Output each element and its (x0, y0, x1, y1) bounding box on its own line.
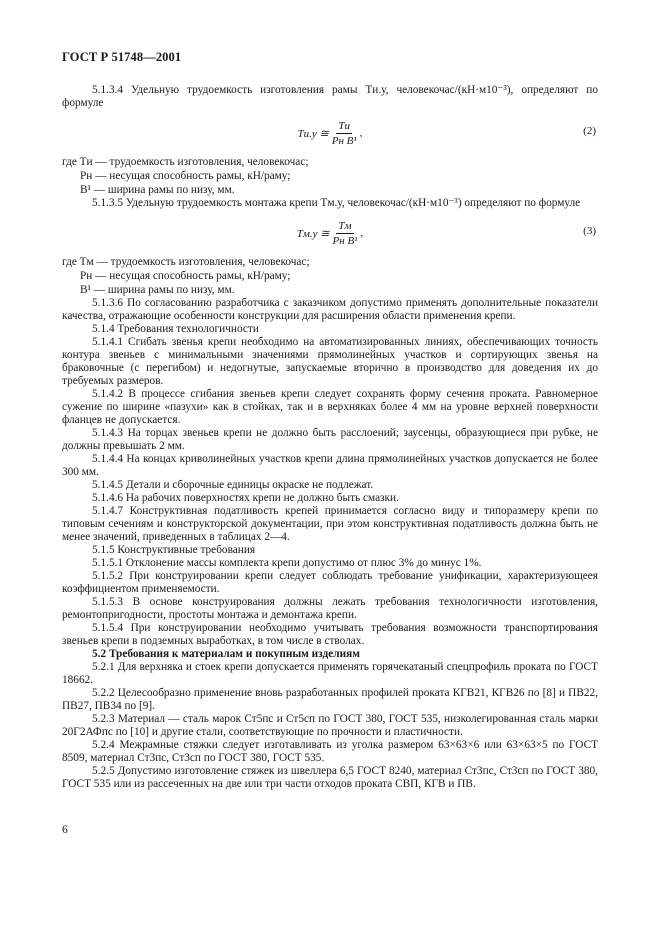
formula-3-numerator: Tм (338, 219, 352, 232)
formula-2-number: (2) (583, 125, 596, 137)
definition-line: Pн — несущая способность рамы, кН/раму; (80, 270, 291, 282)
paragraph: 5.1.4.7 Конструктивная податливость крепей принимается согласно виду и типоразмеру крепи по типовым сечениям и конструкторской документации, при этом конструктивная податливость должна быть не менее значений, приведенных в таблицах 2—4. (62, 505, 598, 543)
formula-2-denominator: Pн B¹ (331, 134, 357, 147)
paragraph: 5.1.4.3 На торцах звеньев крепи не должно быть расслоений; заусенцы, образующиеся при рубке, не должны превышать 2 мм. (62, 427, 598, 452)
body-paragraphs (62, 297, 598, 791)
formula-3 (62, 216, 598, 250)
definition-line: B¹ — ширина рамы по низу, мм. (80, 284, 235, 296)
paragraph: 5.2.2 Целесообразно применение вновь разработанных профилей проката КГВ21, КГВ26 по [8] и ПВ22, ПВ27, ПВ34 по [9]. (62, 687, 598, 712)
formula-3-number: (3) (583, 225, 596, 237)
paragraph: 5.2.1 Для верхняка и стоек крепи допускается применять горячекатаный спецпрофиль проката по ГОСТ 18662. (62, 661, 598, 686)
formula-2-lhs: Tи.у ≅ (297, 127, 329, 140)
paragraph: 5.1.4 Требования технологичности (92, 323, 259, 335)
paragraph: 5.2.4 Межрамные стяжки следует изготавливать из уголка размером 63×63×6 или 63×63×5 по ГОСТ 8509, материал Ст3пс, Ст3сп по ГОСТ 380, ГОСТ 535. (62, 739, 598, 764)
definition-line: где Tи — трудоемкость изготовления, человекочас; (62, 156, 309, 168)
paragraph: 5.1.4.5 Детали и сборочные единицы окраске не подлежат. (92, 479, 374, 491)
paragraph: 5.1.5.2 При конструировании крепи следует соблюдать требование унификации, характеризующеея коэффициентом применяемости. (62, 570, 598, 595)
paragraph: 5.1.4.1 Сгибать звенья крепи необходимо на автоматизированных линиях, обеспечивающих точность контура звеньев с минимальными значениями прямолинейных участков и сортирующих звенья на браковочные (с перегибом) и недогнутые, запускаемые вторично в производство для доведения их до требуемых размеров. (62, 336, 598, 387)
paragraph: 5.2.5 Допустимо изготовление стяжек из швеллера 6,5 ГОСТ 8240, материал Ст3пс, Ст3сп по ГОСТ 380, ГОСТ 535 или из рассеченных на две или три части отходов проката СВП, КГВ и ПВ. (62, 765, 598, 790)
document-header: ГОСТ Р 51748—2001 (62, 50, 182, 64)
paragraph: 5.1.3.6 По согласованию разработчика с заказчиком допустимо применять дополнительные показатели качества, отражающие особенности конструкции для расширения области применения крепи. (62, 297, 598, 322)
page-number: 6 (62, 824, 68, 836)
paragraph: 5.1.5.3 В основе конструирования должны лежать требования технологичности изготовления, ремонтопригодности, простоты монтажа и демонтажа крепи. (62, 596, 598, 621)
definition-line: где Tм — трудоемкость изготовления, человекочас; (62, 256, 310, 268)
paragraph: 5.1.5.4 При конструировании необходимо учитывать требования возможности транспортирования звеньев крепи в подземных выработках, в том числе в стволах. (62, 622, 598, 647)
formula-3-fraction (333, 220, 358, 247)
paragraph: 5.1.4.6 На рабочих поверхностях крепи не должно быть смазки. (92, 492, 399, 504)
document-page (62, 50, 598, 791)
formula-2-tail: , (359, 127, 363, 139)
section-heading: 5.2 Требования к материалам и покупным изделиям (92, 648, 360, 660)
paragraph-5-1-3-5: 5.1.3.5 Удельную трудоемкость монтажа крепи Tм.у, человекочас/(кН·м10⁻³) определяют по формуле (92, 197, 581, 209)
formula-2-fraction (332, 120, 357, 147)
paragraph: 5.1.5 Конструктивные требования (92, 544, 256, 556)
paragraph-5-1-3-4: 5.1.3.4 Удельную трудоемкость изготовления рамы Tи.у, человекочас/(кН·м10⁻³), определяют по формуле (62, 84, 598, 109)
formula-2-numerator: Tи (338, 119, 351, 132)
paragraph: 5.1.4.2 В процессе сгибания звеньев крепи следует сохранять форму сечения проката. Равномерное сужение по ширине «пазухи» как в стойках, так и в верхняках более 4 мм на уровне верхней поверхности фланцев не допускается. (62, 388, 598, 426)
formula-3-denominator: Pн B¹ (332, 234, 358, 247)
paragraph: 5.1.4.4 На концах криволинейных участков крепи длина прямолинейных участков допускается не более 300 мм. (62, 453, 598, 478)
formula-3-lhs: Tм.у ≅ (296, 227, 330, 240)
formula-3-tail: , (360, 227, 364, 239)
definition-line: Pн — несущая способность рамы, кН/раму; (80, 170, 291, 182)
definition-line: B¹ — ширина рамы по низу, мм. (80, 184, 235, 196)
paragraph: 5.2.3 Материал — сталь марок Ст5пс и Ст5сп по ГОСТ 380, ГОСТ 535, низколегированная сталь марки 20Г2АФпс по [10] и другие стали, соответствующие по прочности и пластичности. (62, 713, 598, 738)
formula-2 (62, 116, 598, 150)
paragraph: 5.1.5.1 Отклонение массы комплекта крепи допустимо от плюс 3% до минус 1%. (92, 557, 482, 569)
